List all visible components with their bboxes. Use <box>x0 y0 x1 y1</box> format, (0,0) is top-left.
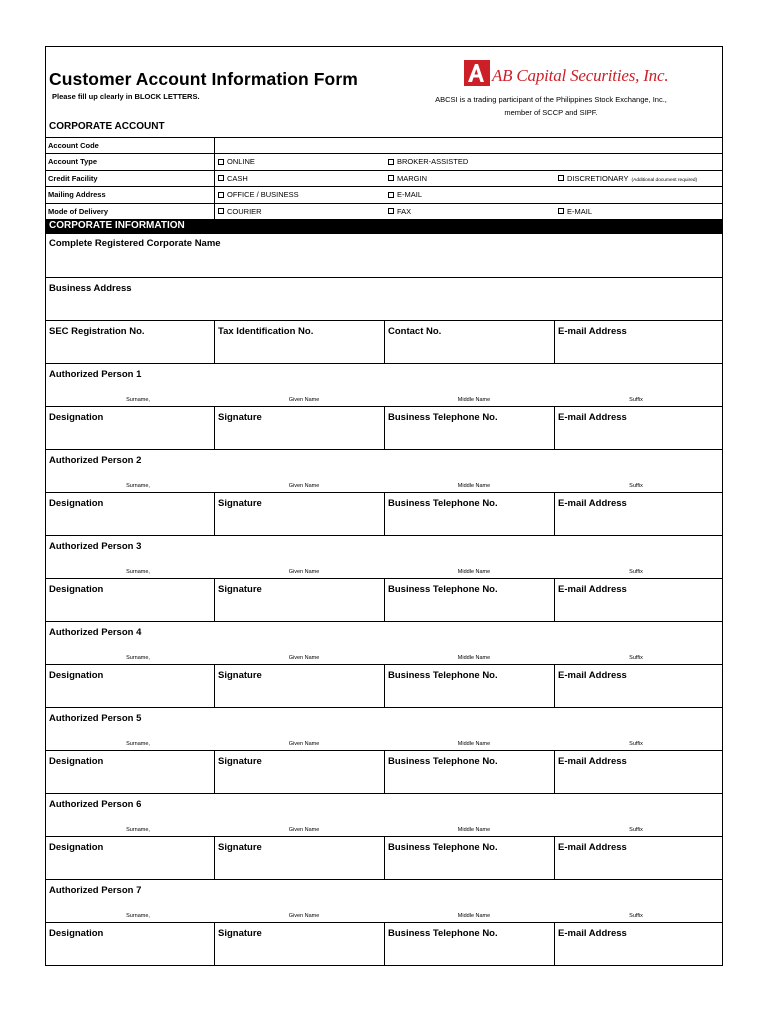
authorized-person-detail-field[interactable] <box>46 579 214 622</box>
option-checkbox[interactable] <box>558 174 697 183</box>
checkbox-icon[interactable] <box>388 192 394 198</box>
detail-label: Business Telephone No. <box>388 498 498 509</box>
corporate-id-label: SEC Registration No. <box>49 326 145 337</box>
authorized-person-detail-field[interactable] <box>214 923 385 966</box>
authorized-person-label: Authorized Person 5 <box>49 713 142 724</box>
name-part-label: Middle Name <box>457 913 491 919</box>
authorized-person-details-row <box>46 836 723 880</box>
name-part-label: Given Name <box>288 913 320 919</box>
authorized-person-details-row <box>46 578 723 622</box>
corporate-account-row <box>46 170 723 187</box>
option-label: COURIER <box>227 206 262 216</box>
name-part-label: Suffix <box>629 655 643 661</box>
option-label: ONLINE <box>227 157 255 167</box>
name-part-label: Middle Name <box>457 827 491 833</box>
corporate-account-row-label: Credit Facility <box>48 173 98 183</box>
authorized-person-details-row <box>46 406 723 450</box>
corporate-account-row-label: Mode of Delivery <box>48 206 109 216</box>
authorized-person-detail-field[interactable] <box>554 751 723 794</box>
checkbox-icon[interactable] <box>218 192 224 198</box>
authorized-person-name-field[interactable] <box>46 535 723 578</box>
checkbox-icon[interactable] <box>388 159 394 165</box>
option-checkbox[interactable] <box>388 174 427 183</box>
detail-label: Designation <box>49 928 104 939</box>
company-logo <box>464 60 723 94</box>
detail-label: E-mail Address <box>558 584 627 595</box>
authorized-person-details-row <box>46 664 723 708</box>
ab-logo-mark-icon <box>464 60 490 86</box>
corporate-account-row <box>46 137 723 154</box>
authorized-person-detail-field[interactable] <box>46 751 214 794</box>
option-checkbox[interactable] <box>388 157 468 166</box>
option-checkbox[interactable] <box>388 190 422 199</box>
form-title: Customer Account Information Form <box>49 69 358 89</box>
detail-label: E-mail Address <box>558 412 627 423</box>
form-instructions: Please fill up clearly in BLOCK LETTERS. <box>52 92 200 101</box>
name-part-label: Given Name <box>288 655 320 661</box>
company-name: AB Capital Securities, Inc. <box>492 66 669 85</box>
authorized-person-details-row <box>46 922 723 966</box>
name-part-label: Suffix <box>629 397 643 403</box>
authorized-person-name-field[interactable] <box>46 621 723 664</box>
corporate-id-label: Tax Identification No. <box>218 326 314 337</box>
option-label: CASH <box>227 173 248 183</box>
authorized-person-detail-field[interactable] <box>214 579 385 622</box>
authorized-person-detail-field[interactable] <box>46 837 214 880</box>
authorized-person-detail-field[interactable] <box>554 923 723 966</box>
authorized-person-detail-field[interactable] <box>46 407 214 450</box>
detail-label: Signature <box>218 756 262 767</box>
detail-label: Designation <box>49 756 104 767</box>
name-part-label: Middle Name <box>457 483 491 489</box>
option-label: E-MAIL <box>397 190 423 200</box>
detail-label: E-mail Address <box>558 498 627 509</box>
customer-account-form <box>45 46 723 966</box>
business-address-label: Business Address <box>49 283 132 294</box>
detail-label: Designation <box>49 670 104 681</box>
option-label: DISCRETIONARY <box>567 173 629 183</box>
corporate-information-title: CORPORATE INFORMATION <box>49 220 185 231</box>
name-part-label: Given Name <box>288 741 320 747</box>
option-note: (Additional document required) <box>631 177 698 183</box>
option-label: MARGIN <box>397 173 427 183</box>
corporate-account-row <box>46 186 723 203</box>
corporate-id-field[interactable] <box>384 321 555 364</box>
authorized-person-detail-field[interactable] <box>384 751 555 794</box>
name-part-label: Surname, <box>126 397 150 403</box>
option-checkbox[interactable] <box>218 207 262 216</box>
authorized-person-detail-field[interactable] <box>384 837 555 880</box>
tagline-line-1: ABCSI is a trading participant of the Philippines Stock Exchange, Inc., <box>435 95 667 104</box>
detail-label: Business Telephone No. <box>388 842 498 853</box>
detail-label: Business Telephone No. <box>388 756 498 767</box>
detail-label: Signature <box>218 670 262 681</box>
name-part-label: Given Name <box>288 483 320 489</box>
corporate-ids-row <box>46 320 723 364</box>
authorized-person-label: Authorized Person 1 <box>49 369 142 380</box>
authorized-person-detail-field[interactable] <box>214 493 385 536</box>
authorized-person-name-field[interactable] <box>46 879 723 922</box>
authorized-person-detail-field[interactable] <box>384 579 555 622</box>
authorized-person-detail-field[interactable] <box>46 493 214 536</box>
corporate-information-bar <box>46 219 723 234</box>
authorized-person-detail-field[interactable] <box>554 665 723 708</box>
authorized-person-name-field[interactable] <box>46 793 723 836</box>
detail-label: E-mail Address <box>558 756 627 767</box>
option-label: OFFICE / BUSINESS <box>227 190 299 200</box>
authorized-person-label: Authorized Person 6 <box>49 799 142 810</box>
authorized-person-detail-field[interactable] <box>554 837 723 880</box>
detail-label: Designation <box>49 842 104 853</box>
option-checkbox[interactable] <box>218 190 299 199</box>
checkbox-icon[interactable] <box>218 159 224 165</box>
detail-label: Designation <box>49 412 104 423</box>
name-part-label: Middle Name <box>457 397 491 403</box>
corporate-id-field[interactable] <box>554 321 723 364</box>
name-part-label: Suffix <box>629 827 643 833</box>
authorized-person-detail-field[interactable] <box>46 665 214 708</box>
name-part-label: Suffix <box>629 741 643 747</box>
name-part-label: Suffix <box>629 913 643 919</box>
name-part-label: Middle Name <box>457 741 491 747</box>
column-divider <box>214 171 215 187</box>
tagline-line-2: member of SCCP and SIPF. <box>504 108 598 117</box>
corporate-id-label: E-mail Address <box>558 326 627 337</box>
option-label: E-MAIL <box>567 206 593 216</box>
authorized-person-detail-field[interactable] <box>214 665 385 708</box>
name-part-label: Suffix <box>629 483 643 489</box>
authorized-person-details-row <box>46 492 723 536</box>
detail-label: Business Telephone No. <box>388 412 498 423</box>
corporate-id-field[interactable] <box>214 321 385 364</box>
authorized-person-detail-field[interactable] <box>554 579 723 622</box>
corporate-account-row <box>46 153 723 170</box>
name-part-label: Surname, <box>126 741 150 747</box>
name-part-label: Surname, <box>126 483 150 489</box>
authorized-person-detail-field[interactable] <box>384 493 555 536</box>
authorized-person-label: Authorized Person 7 <box>49 885 142 896</box>
authorized-person-label: Authorized Person 2 <box>49 455 142 466</box>
authorized-person-label: Authorized Person 3 <box>49 541 142 552</box>
authorized-person-detail-field[interactable] <box>384 923 555 966</box>
corporate-id-field[interactable] <box>46 321 214 364</box>
detail-label: Business Telephone No. <box>388 670 498 681</box>
detail-label: E-mail Address <box>558 842 627 853</box>
authorized-person-detail-field[interactable] <box>214 751 385 794</box>
account-code-field[interactable] <box>215 138 723 154</box>
detail-label: Signature <box>218 842 262 853</box>
corporate-id-label: Contact No. <box>388 326 442 337</box>
name-part-label: Given Name <box>288 569 320 575</box>
name-part-label: Middle Name <box>457 655 491 661</box>
checkbox-icon[interactable] <box>558 175 564 181</box>
detail-label: Signature <box>218 584 262 595</box>
detail-label: E-mail Address <box>558 928 627 939</box>
corporate-account-row-label: Account Type <box>48 157 98 167</box>
authorized-person-detail-field[interactable] <box>214 407 385 450</box>
corporate-account-row-label: Account Code <box>48 141 99 150</box>
business-address-field[interactable] <box>46 277 723 320</box>
registered-name-field[interactable] <box>46 234 723 277</box>
authorized-person-name-field[interactable] <box>46 707 723 750</box>
authorized-person-detail-field[interactable] <box>46 923 214 966</box>
authorized-person-label: Authorized Person 4 <box>49 627 142 638</box>
name-part-label: Given Name <box>288 827 320 833</box>
column-divider <box>214 204 215 220</box>
name-part-label: Surname, <box>126 655 150 661</box>
column-divider <box>214 187 215 203</box>
authorized-person-details-row <box>46 750 723 794</box>
detail-label: Signature <box>218 498 262 509</box>
company-tagline <box>406 93 696 119</box>
name-part-label: Middle Name <box>457 569 491 575</box>
detail-label: Designation <box>49 498 104 509</box>
detail-label: E-mail Address <box>558 670 627 681</box>
corporate-account-title: CORPORATE ACCOUNT <box>49 121 165 132</box>
detail-label: Business Telephone No. <box>388 928 498 939</box>
checkbox-icon[interactable] <box>388 175 394 181</box>
option-checkbox[interactable] <box>218 157 255 166</box>
name-part-label: Surname, <box>126 827 150 833</box>
option-checkbox[interactable] <box>558 207 592 216</box>
option-checkbox[interactable] <box>218 174 248 183</box>
name-part-label: Surname, <box>126 913 150 919</box>
corporate-account-row <box>46 203 723 220</box>
option-checkbox[interactable] <box>388 207 411 216</box>
authorized-person-detail-field[interactable] <box>554 493 723 536</box>
detail-label: Business Telephone No. <box>388 584 498 595</box>
authorized-person-detail-field[interactable] <box>554 407 723 450</box>
option-label: BROKER-ASSISTED <box>397 157 469 167</box>
name-part-label: Surname, <box>126 569 150 575</box>
option-label: FAX <box>397 206 412 216</box>
authorized-person-detail-field[interactable] <box>384 665 555 708</box>
checkbox-icon[interactable] <box>218 175 224 181</box>
corporate-account-row-label: Mailing Address <box>48 190 106 200</box>
authorized-person-detail-field[interactable] <box>384 407 555 450</box>
detail-label: Designation <box>49 584 104 595</box>
name-part-label: Given Name <box>288 397 320 403</box>
checkbox-icon[interactable] <box>558 208 564 214</box>
column-divider <box>214 154 215 170</box>
detail-label: Signature <box>218 928 262 939</box>
name-part-label: Suffix <box>629 569 643 575</box>
checkbox-icon[interactable] <box>218 208 224 214</box>
authorized-person-name-field[interactable] <box>46 363 723 406</box>
form-header <box>46 47 722 132</box>
authorized-person-detail-field[interactable] <box>214 837 385 880</box>
checkbox-icon[interactable] <box>388 208 394 214</box>
detail-label: Signature <box>218 412 262 423</box>
registered-name-label: Complete Registered Corporate Name <box>49 238 221 249</box>
authorized-person-name-field[interactable] <box>46 449 723 492</box>
